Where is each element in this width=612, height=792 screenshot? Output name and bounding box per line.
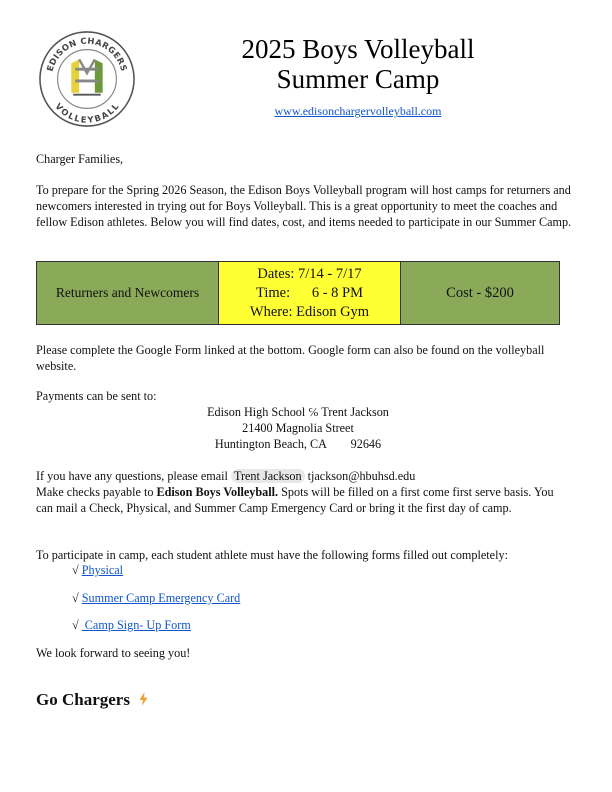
forms-intro: To participate in camp, each student athlete must have the following forms filled out completely: (36, 548, 508, 562)
checks-rest: Spots will be filled on a first come first serve basis. You can mail a Check, Physical, and Summer Camp Emergency Card or bring it the first day of camp. (36, 485, 554, 515)
dates-line: Dates: 7/14 - 7/17 (257, 265, 362, 282)
time-line: Time: 6 - 8 PM (255, 284, 364, 301)
svg-text:VOLLEYBALL (53, 101, 121, 125)
camp-signup-form-link[interactable]: Camp Sign- Up Form (81, 618, 191, 632)
form-item-physical (72, 563, 123, 578)
signoff-text: Go Chargers (36, 690, 130, 709)
address-line-3: Huntington Beach, CA 92646 (214, 437, 382, 451)
camp-info-table (36, 261, 560, 325)
website-link[interactable]: www.edisonchargervolleyball.com (274, 104, 442, 118)
svg-text:EDISON CHARGERS (45, 36, 130, 73)
contact-email: tjackson@hbuhsd.edu (304, 469, 416, 483)
contact-name-chip[interactable]: Trent Jackson (231, 469, 305, 483)
schedule-cell (219, 262, 401, 325)
address-line-1: Edison High School ℅ Trent Jackson (207, 405, 389, 419)
emergency-card-link[interactable]: Summer Camp Emergency Card (81, 591, 241, 605)
form-item-signup (72, 618, 191, 633)
intro-paragraph: To prepare for the Spring 2026 Season, the Edison Boys Volleyball program will host camps for returners and newcomers interested in trying out for Boys Volleyball. This is a great opportunity to meet the coaches and fellow Edison athletes. Below you will find dates, cost, and items needed to participate in our Summer Camp. (36, 183, 572, 229)
volleyball-emblem-icon (71, 59, 102, 94)
payments-heading: Payments can be sent to: (36, 389, 157, 403)
edison-chargers-logo (38, 30, 136, 128)
closing-line: We look forward to seeing you! (36, 646, 191, 660)
page-title (200, 34, 516, 94)
signoff (36, 690, 148, 710)
form-item-emergency-card (72, 591, 240, 606)
title-line-2: Summer Camp (276, 64, 440, 94)
checks-prefix: Make checks payable to (36, 485, 157, 499)
physical-form-link[interactable]: Physical (81, 563, 124, 577)
checks-paragraph (36, 484, 572, 516)
group-cell: Returners and Newcomers (37, 262, 219, 325)
mailing-address (36, 404, 560, 452)
logo-bottom-text: VOLLEYBALL (53, 101, 121, 125)
checkmark-icon: √ (72, 563, 82, 577)
greeting: Charger Families, (36, 152, 124, 166)
logo-top-text: EDISON CHARGERS (44, 35, 130, 73)
checks-payee: Edison Boys Volleyball. (156, 485, 279, 499)
cost-cell: Cost - $200 (401, 262, 560, 325)
google-form-note: Please complete the Google Form linked at the bottom. Google form can also be found on the volleyball website. (36, 343, 545, 373)
checkmark-icon: √ (72, 591, 82, 605)
questions-line (36, 468, 572, 484)
address-line-2: 21400 Magnolia Street (242, 421, 354, 435)
questions-prefix: If you have any questions, please email (36, 469, 231, 483)
lightning-bolt-icon (139, 692, 148, 706)
title-line-1: 2025 Boys Volleyball (241, 34, 475, 64)
location-line: Where: Edison Gym (249, 303, 370, 320)
checkmark-icon: √ (72, 618, 82, 632)
